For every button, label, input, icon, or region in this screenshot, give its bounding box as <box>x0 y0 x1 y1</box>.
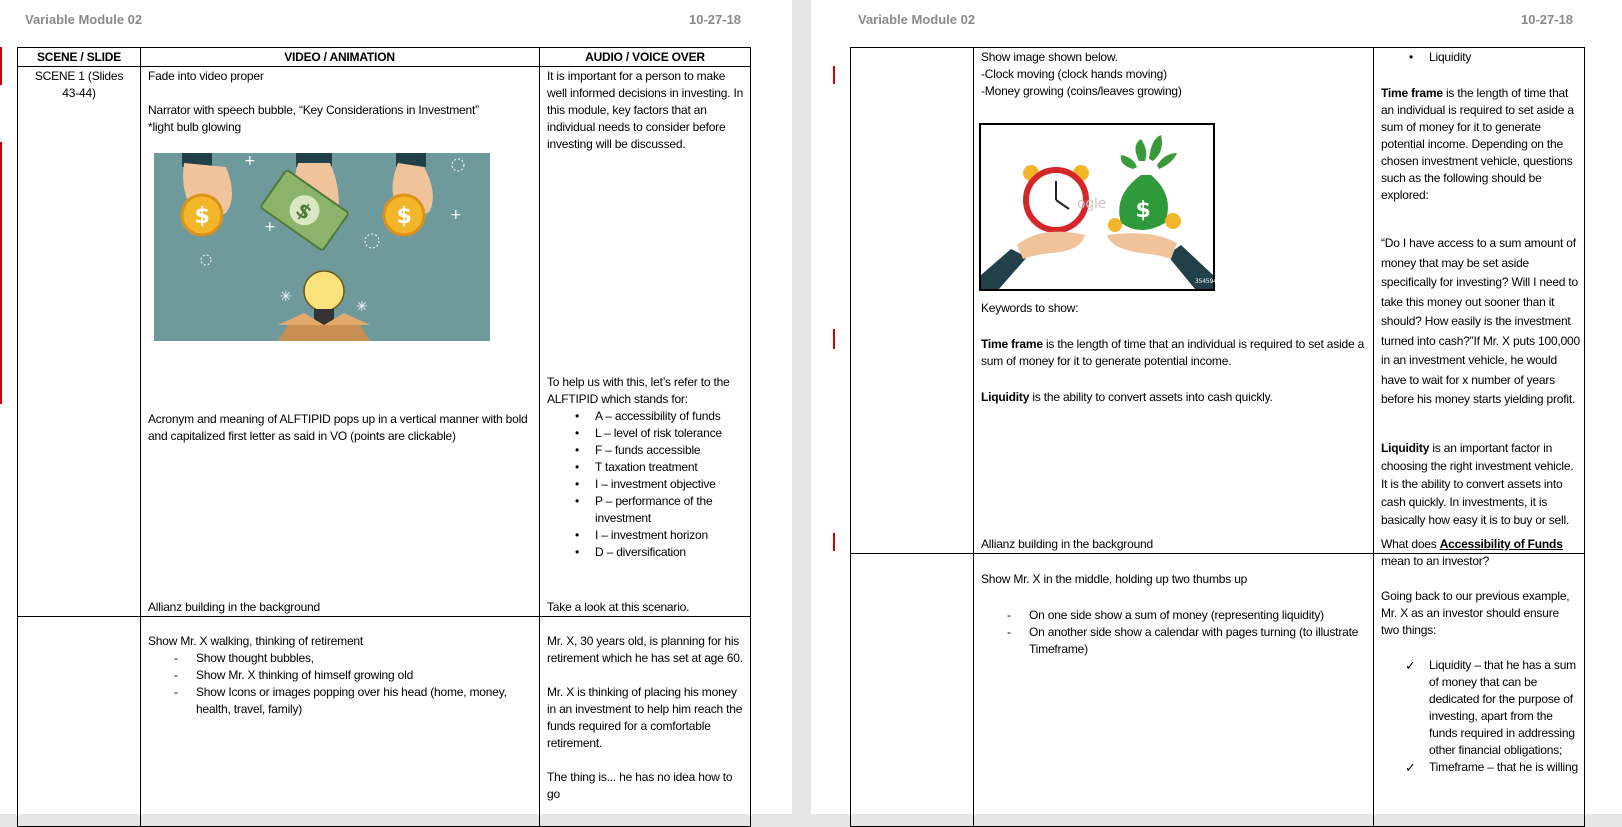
column-divider <box>140 48 141 826</box>
row-divider <box>18 66 750 67</box>
liquidity-definition <box>981 389 1367 406</box>
checklist <box>1381 657 1580 776</box>
column-header-scene: SCENE / SLIDE <box>36 50 122 64</box>
script-table-left <box>17 47 751 827</box>
revision-mark <box>833 329 835 349</box>
svg-text:$: $ <box>1135 198 1151 223</box>
audio-cell-alftipid <box>547 374 745 561</box>
header-date: 10-27-18 <box>689 12 742 27</box>
svg-text:$: $ <box>194 204 210 229</box>
term: Time frame <box>1381 86 1443 100</box>
svg-text:✳: ✳ <box>356 299 368 315</box>
audio-quote: “Do I have access to a sum amount of money that may be set aside specifically for investing? Will I need to take this money out sooner than it should? How easily is the investment turned into cash?”If Mr. X puts 100,000 in an investment vehicle, he would have to wait for x number of years before his money starts yielding profit. <box>1381 236 1580 406</box>
list-item: - On another side show a calendar with pages turning (to illustrate Timeframe) <box>981 624 1367 658</box>
revision-mark <box>833 533 835 551</box>
video-cell-keywords <box>981 300 1367 406</box>
list-item: • Liquidity <box>1381 49 1580 66</box>
document-page-left <box>0 0 792 814</box>
list-item: • A – accessibility of funds <box>547 408 745 425</box>
video-line: -Clock moving (clock hands moving) <box>981 67 1167 81</box>
list-item: - Show thought bubbles, <box>148 650 533 667</box>
document-page-right <box>811 0 1622 814</box>
audio-line: Mr. X, 30 years old, is planning for his retirement which he has set at age 60. <box>547 634 743 665</box>
image-code: 354594 <box>1195 278 1217 285</box>
keywords-label: Keywords to show: <box>981 301 1079 315</box>
list-item: • I – investment objective <box>547 476 745 493</box>
video-line: *light bulb glowing <box>148 120 241 134</box>
question-text: mean to an investor? <box>1381 554 1490 568</box>
video-list <box>148 650 533 718</box>
audio-line: Take a look at this scenario. <box>547 600 690 614</box>
investment-illustration <box>154 153 490 341</box>
video-cell <box>148 68 533 136</box>
video-line: Allianz building in the background <box>148 600 320 614</box>
list-item: ✓ Timeframe – that he is willing <box>1381 759 1580 776</box>
column-divider <box>973 48 974 826</box>
video-line: -Money growing (coins/leaves growing) <box>981 84 1182 98</box>
video-list <box>981 607 1367 658</box>
revision-mark <box>0 142 2 404</box>
accessibility-question <box>1381 536 1580 570</box>
list-item: - On one side show a sum of money (representing liquidity) <box>981 607 1367 624</box>
audio-cell <box>1381 49 1580 529</box>
header-title: Variable Module 02 <box>25 12 143 27</box>
liquidity-explanation <box>1381 439 1580 529</box>
term: Time frame <box>981 337 1043 351</box>
audio-help-text: To help us with this, let’s refer to the ALFTIPID which stands for: <box>547 375 730 406</box>
list-item: • T taxation treatment <box>547 459 745 476</box>
audio-cell <box>1381 536 1580 776</box>
video-line: Allianz building in the background <box>981 537 1153 551</box>
svg-text:$: $ <box>396 204 412 229</box>
svg-text:$: $ <box>291 197 317 225</box>
list-item: • I – investment horizon <box>547 527 745 544</box>
scene-label: SCENE 1 (Slides 43-44) <box>34 69 124 100</box>
column-divider <box>1373 48 1374 826</box>
video-cell <box>981 49 1367 100</box>
video-cell <box>148 599 533 718</box>
video-acronym-text: Acronym and meaning of ALFTIPID pops up in a vertical manner with bold and capitalized first letter as said in VO (points are clickable) <box>148 412 528 443</box>
term: Liquidity <box>1381 440 1430 455</box>
audio-line: Going back to our previous example, Mr. X as an investor should ensure two things: <box>1381 589 1570 637</box>
timeframe-explanation <box>1381 85 1580 204</box>
definition: is the length of time that an individual is required to set aside a sum of money for it to generate potential income. <box>981 337 1365 368</box>
question-text: What does <box>1381 537 1440 551</box>
audio-line: The thing is... he has no idea how to go <box>547 770 733 801</box>
list-item: • L – level of risk tolerance <box>547 425 745 442</box>
list-item: - Show Icons or images popping over his head (home, money, health, travel, family) <box>148 684 533 718</box>
image-watermark: ogle <box>1077 196 1107 212</box>
list-item: • D – diversification <box>547 544 745 561</box>
audio-cell <box>547 599 745 803</box>
video-line: Narrator with speech bubble, “Key Considerations in Investment” <box>148 103 479 117</box>
audio-intro-text: It is important for a person to make well informed decisions in investing. In this module, key factors that an individual needs to consider before investing will be discussed. <box>547 69 744 151</box>
column-divider <box>539 48 540 826</box>
list-item: • F – funds accessible <box>547 442 745 459</box>
svg-text:+: + <box>450 207 462 223</box>
time-money-illustration <box>979 123 1215 291</box>
header-date: 10-27-18 <box>1521 12 1574 27</box>
alftipid-list <box>547 408 745 561</box>
video-cell <box>981 536 1367 658</box>
revision-mark <box>833 66 835 84</box>
list-item: • P – performance of the investment <box>547 493 745 527</box>
video-line: Show Mr. X walking, thinking of retirement <box>148 634 364 648</box>
audio-line: Mr. X is thinking of placing his money in an investment to help him reach the funds required for a comfortable retirement. <box>547 685 743 750</box>
audio-list <box>1381 49 1580 66</box>
column-header-audio: AUDIO / VOICE OVER <box>585 50 705 64</box>
definition: is the ability to convert assets into cash quickly. <box>1029 390 1273 404</box>
video-line: Fade into video proper <box>148 69 264 83</box>
term: Liquidity <box>981 390 1030 404</box>
video-line: Show Mr. X in the middle, holding up two thumbs up <box>981 572 1248 586</box>
list-item: ✓ Liquidity – that he has a sum of money that can be dedicated for the purpose of investing, apart from the funds required in addressing other financial obligations; <box>1381 657 1580 759</box>
question-term: Accessibility of Funds <box>1439 537 1563 551</box>
revision-mark <box>0 47 2 85</box>
list-item: - Show Mr. X thinking of himself growing old <box>148 667 533 684</box>
timeframe-definition <box>981 336 1367 370</box>
header-title: Variable Module 02 <box>858 12 976 27</box>
video-line: Show image shown below. <box>981 50 1118 64</box>
svg-text:+: + <box>264 219 276 235</box>
column-header-video: VIDEO / ANIMATION <box>284 50 395 64</box>
svg-text:+: + <box>244 153 256 169</box>
definition: is the length of time that an individual is required to set aside a sum of money for it to generate potential income. Depending on the chosen investment vehicle, questions such as the following should be explored: <box>1381 86 1574 202</box>
definition: is an important factor in choosing the right investment vehicle. It is the ability to convert assets into cash quickly. In investments, it is basically how easy it is to buy or sell. <box>1381 440 1574 527</box>
script-table-right <box>850 47 1585 827</box>
svg-text:✳: ✳ <box>280 289 292 305</box>
